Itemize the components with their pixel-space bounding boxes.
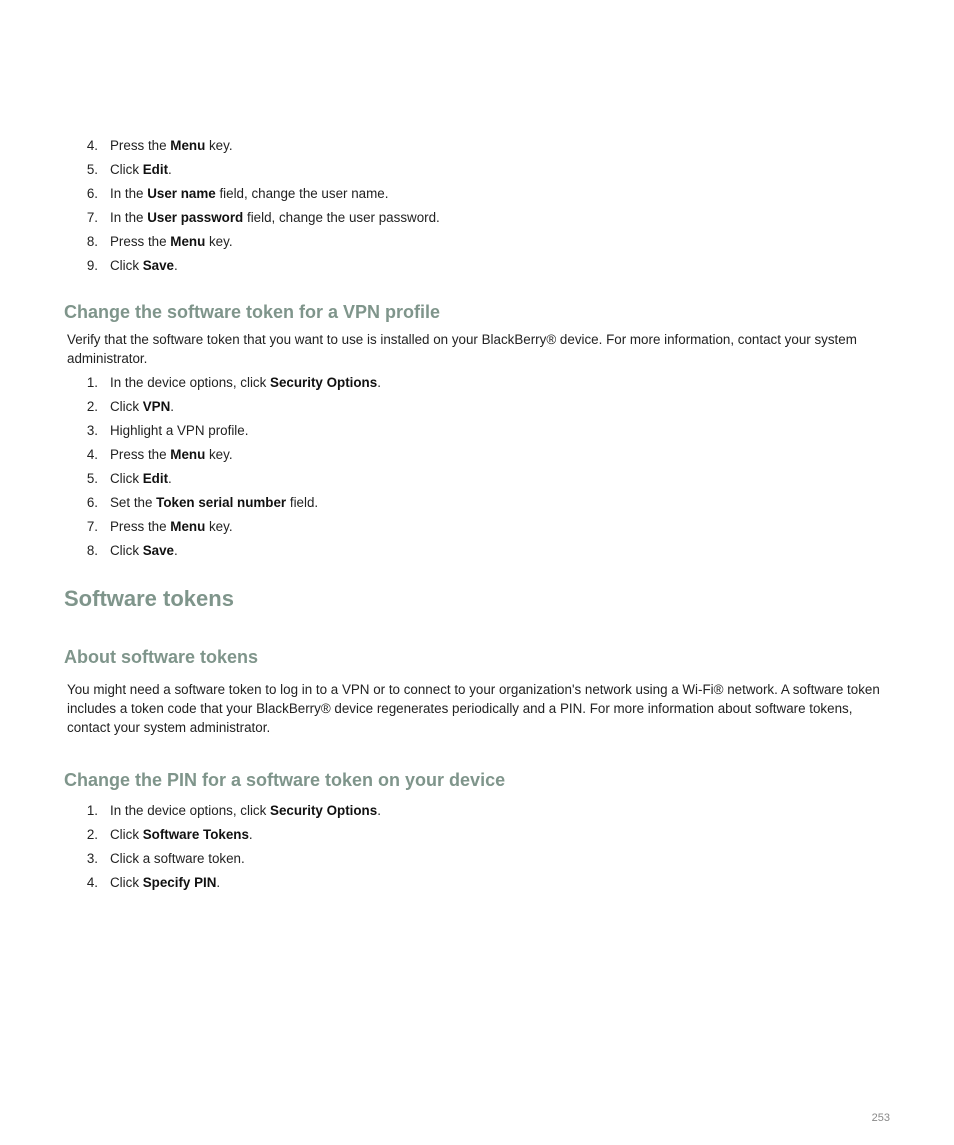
step-text-post: field, change the user password. [243,210,440,225]
step-text-post: . [377,803,381,818]
step-text-pre: Set the [110,495,157,510]
step-text-pre: In the device options, click [110,375,271,390]
step-text-pre: Highlight a VPN profile. [110,423,249,438]
step-text-pre: In the [110,210,148,225]
about-software-tokens-heading: About software tokens [64,647,259,667]
step-text-pre: Click [110,827,143,842]
step-number: 3. [86,423,98,438]
step-text-post: key. [205,234,233,249]
step-ui-term: Security Options [270,375,378,390]
step-number: 2. [86,399,98,414]
step-number: 4. [86,138,98,153]
vpn-token-heading: Change the software token for a VPN profile [64,302,441,322]
about-software-tokens-text: You might need a software token to log in to a VPN or to connect to your organization's network using a Wi-Fi® network. A software token includes a token code that your BlackBerry® device regenerates periodically and a PIN. For more information about software tokens, contact your system administrator. [67,682,880,735]
step-text [110,182,388,206]
step-text [110,491,318,515]
step-text [110,395,174,419]
step-text-post: . [248,827,253,842]
step-number: 4. [86,447,98,462]
page-number: 253 [871,1112,890,1124]
vpn-token-intro: Verify that the software token that you want to use is installed on your BlackBerry® device. For more information, contact your system administrator. [67,332,857,366]
step-text-post: key. [205,138,233,153]
step-text-post: field, change the user name. [215,186,389,201]
step-number: 5. [86,162,98,177]
step-ui-term: User name [147,186,216,201]
step-text [110,371,381,395]
step-number: 1. [86,803,98,818]
step-number: 3. [86,851,98,866]
step-text [110,847,245,871]
step-ui-term: Edit [142,162,169,177]
step-ui-term: Token serial number [156,495,287,510]
step-text-pre: In the [110,186,148,201]
step-number: 5. [86,471,98,486]
step-text [110,254,178,278]
step-number: 6. [86,495,98,510]
step-text-pre: Click [110,399,143,414]
step-text-post: . [170,399,175,414]
step-number: 7. [86,210,98,225]
step-text [110,158,172,182]
step-number: 8. [86,543,98,558]
step-text-post: field. [286,495,319,510]
step-text [110,539,178,563]
step-text-post: . [174,258,178,273]
step-ui-term: Specify PIN [142,875,217,890]
step-ui-term: Software Tokens [142,827,249,842]
step-number: 8. [86,234,98,249]
step-number: 1. [86,375,98,390]
step-ui-term: VPN [142,399,171,414]
step-text-pre: Press the [110,447,171,462]
step-text-pre: Press the [110,138,171,153]
step-ui-term: Save [142,258,175,273]
step-text [110,134,233,158]
step-text-pre: Click [110,543,143,558]
step-text [110,871,220,895]
step-text [110,467,172,491]
step-text [110,515,233,539]
step-text [110,823,253,847]
step-text-pre: Click [110,162,143,177]
step-text-pre: Click a software token. [110,851,245,866]
step-number: 4. [86,875,98,890]
step-ui-term: User password [147,210,244,225]
step-text [110,799,381,823]
step-text-pre: Click [110,471,143,486]
step-text-post: . [168,471,172,486]
change-pin-heading: Change the PIN for a software token on your device [64,770,506,790]
step-text-post: . [168,162,172,177]
step-text [110,230,233,254]
step-text [110,443,233,467]
step-text-pre: Click [110,258,143,273]
step-text-pre: In the device options, click [110,803,271,818]
step-text-post: . [174,543,178,558]
step-ui-term: Menu [170,234,206,249]
software-tokens-title: Software tokens [64,586,234,611]
step-text [110,419,248,443]
step-text-post: key. [205,447,233,462]
step-text-pre: Press the [110,519,171,534]
step-text-pre: Press the [110,234,171,249]
step-text-pre: Click [110,875,143,890]
step-text-post: key. [205,519,233,534]
step-number: 6. [86,186,98,201]
step-ui-term: Menu [170,138,206,153]
step-number: 2. [86,827,98,842]
step-text-post: . [377,375,381,390]
step-ui-term: Menu [170,447,206,462]
step-text-post: . [216,875,221,890]
step-text [110,206,440,230]
step-number: 9. [86,258,98,273]
step-ui-term: Security Options [270,803,378,818]
step-ui-term: Menu [170,519,206,534]
step-number: 7. [86,519,98,534]
step-ui-term: Edit [142,471,169,486]
step-ui-term: Save [142,543,175,558]
